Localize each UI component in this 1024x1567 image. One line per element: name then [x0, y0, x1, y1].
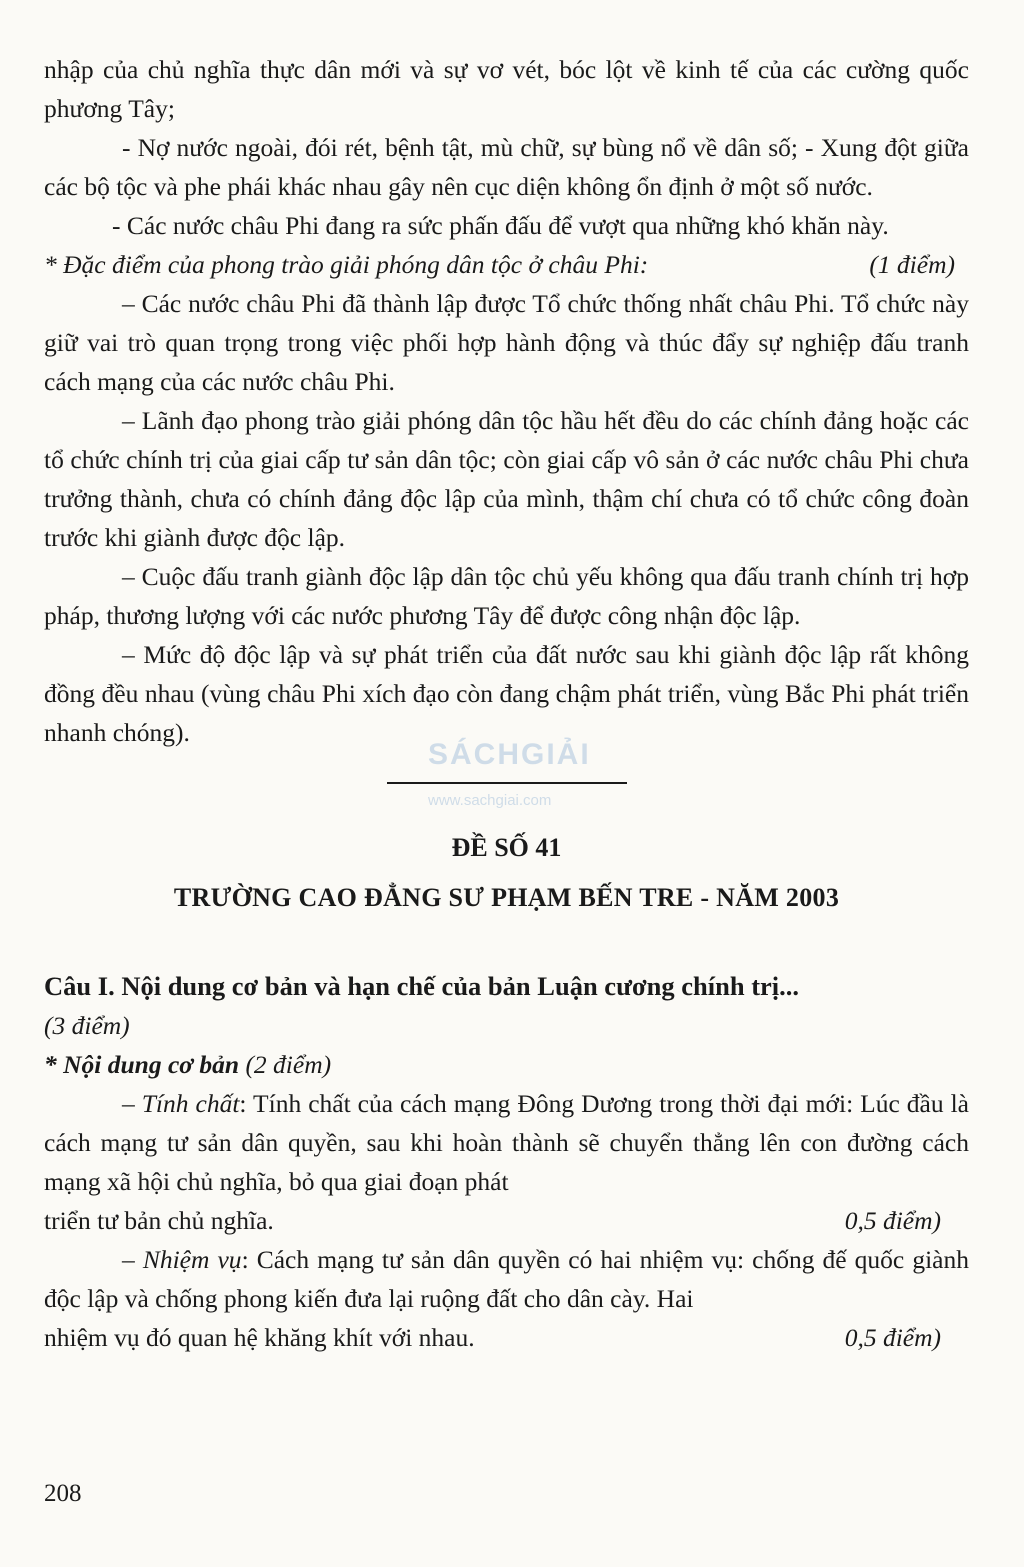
paragraph-difficulties: - Nợ nước ngoài, đói rét, bệnh tật, mù chữ, sự bùng nổ về dân số; - Xung đột giữa các bộ tộc và phe phái khác nhau gây nên cục diện không ổn định ở một số nước. [44, 133, 969, 201]
page-content [44, 50, 969, 1357]
feature-heading [44, 245, 969, 284]
nature-label: – Tính chất [122, 1089, 240, 1118]
nature-text: : Tính chất của cách mạng Đông Dương trong thời đại mới: Lúc đầu là cách mạng tư sản dân quyền, sau khi hoàn thành sẽ chuyển thẳng lên con đường cách mạng xã hội chủ nghĩa, bỏ qua giai đoạn phát [44, 1089, 970, 1196]
question-title: Câu I. Nội dung cơ bản và hạn chế của bản Luận cương chính trị... [44, 971, 800, 1001]
feature-item: – Lãnh đạo phong trào giải phóng dân tộc hầu hết đều do các chính đảng hoặc các tổ chức chính trị của giai cấp tư sản dân tộc; còn giai cấp vô sản ở các nước châu Phi chưa trưởng thành, chưa có chính đảng độc lập của mình, thậm chí chưa có tổ chức công đoàn trước khi giành được độc lập. [44, 406, 969, 552]
task-score: 0,5 điểm) [844, 1323, 941, 1352]
content-heading-label: * Nội dung cơ bản [44, 1050, 240, 1079]
nature-text-last: triển tư bản chủ nghĩa. [44, 1206, 274, 1235]
question-score: (3 điểm) [44, 1011, 130, 1040]
feature-item: – Cuộc đấu tranh giành độc lập dân tộc chủ yếu không qua đấu tranh chính trị hợp pháp, thương lượng với các nước phương Tây để được công nhận độc lập. [44, 562, 969, 630]
task-last-line [44, 1318, 969, 1357]
feature-heading-score: (1 điểm) [869, 250, 955, 279]
paragraph-intro: nhập của chủ nghĩa thực dân mới và sự vơ vét, bóc lột về kinh tế của các cường quốc phương Tây; [44, 55, 969, 123]
paragraph-efforts: - Các nước châu Phi đang ra sức phấn đấu để vượt qua những khó khăn này. [112, 211, 889, 240]
watermark-url: www.sachgiai.com [428, 792, 552, 809]
task-paragraph [44, 1240, 969, 1318]
task-text-last: nhiệm vụ đó quan hệ khăng khít với nhau. [44, 1323, 475, 1352]
task-text: : Cách mạng tư sản dân quyền có hai nhiệm vụ: chống đế quốc giành độc lập và chống phong kiến đưa lại ruộng đất cho dân cày. Hai [44, 1245, 969, 1313]
content-heading-score: (2 điểm) [245, 1050, 332, 1079]
task-label: – Nhiệm vụ [122, 1245, 242, 1274]
content-heading [44, 1045, 969, 1084]
watermark-logo: SÁCHGIẢI [428, 738, 591, 771]
section-divider [387, 782, 627, 784]
nature-paragraph [44, 1084, 969, 1201]
feature-item: – Các nước châu Phi đã thành lập được Tổ chức thống nhất châu Phi. Tổ chức này giữ vai trò quan trọng trong việc phối hợp hành động và thúc đẩy sự nghiệp đấu tranh cách mạng của các nước châu Phi. [44, 289, 969, 396]
nature-last-line [44, 1201, 969, 1240]
exam-school: TRƯỜNG CAO ĐẲNG SƯ PHẠM BẾN TRE - NĂM 2003 [173, 883, 840, 912]
feature-heading-text: * Đặc điểm của phong trào giải phóng dân tộc ở châu Phi: [44, 250, 649, 279]
page-number: 208 [44, 1480, 82, 1507]
exam-number: ĐỀ SỐ 41 [451, 833, 562, 862]
feature-item: – Mức độ độc lập và sự phát triển của đất nước sau khi giành độc lập rất không đồng đều nhau (vùng châu Phi xích đạo còn đang chậm phát triển, vùng Bắc Phi phát triển nhanh chóng). [44, 640, 969, 747]
nature-score: 0,5 điểm) [844, 1206, 941, 1235]
